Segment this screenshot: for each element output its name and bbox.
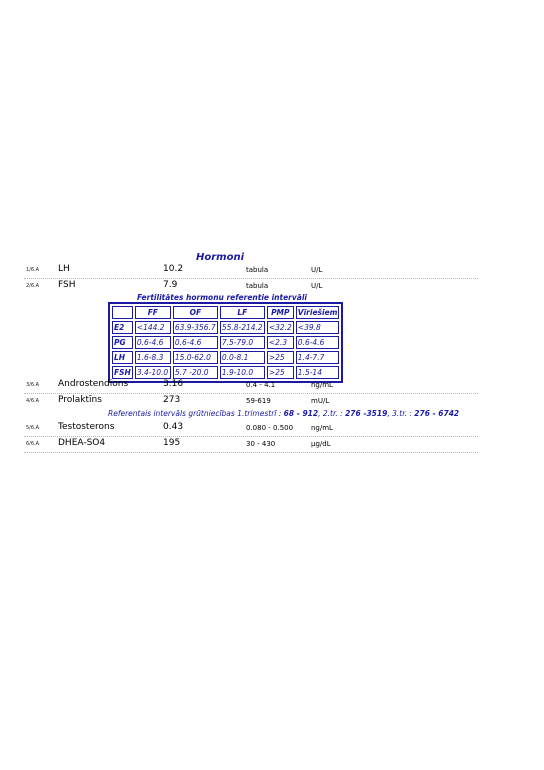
- test-unit: mU/L: [311, 397, 330, 405]
- row-header-cell: FSH: [114, 368, 131, 377]
- note-trimester-3: 276 - 6742: [414, 409, 460, 418]
- result-row-lh: [0, 263, 544, 279]
- test-name: DHEA-SO4: [58, 438, 106, 448]
- header-cell: PMP: [267, 306, 294, 319]
- row-divider: [24, 452, 478, 453]
- table-cell: 15.0-62.0: [173, 351, 218, 364]
- test-value: 7.9: [163, 280, 178, 290]
- test-value: 3.16: [163, 379, 184, 389]
- test-name: Prolaktīns: [58, 395, 102, 405]
- result-row-androstendions: [0, 378, 544, 394]
- test-name: Androstendions: [58, 379, 129, 389]
- row-header-cell: E2: [112, 321, 133, 334]
- result-row-testosterons: [0, 421, 544, 437]
- row-header-cell: LH: [112, 351, 133, 364]
- test-value: 0.43: [163, 422, 184, 432]
- header-cell: LF: [220, 306, 265, 319]
- table-cell: >25: [267, 351, 294, 364]
- test-unit: ng/mL: [311, 424, 333, 432]
- table-cell: <39.8: [296, 321, 340, 334]
- test-code: 4/6.A: [26, 398, 40, 404]
- note-sep-1: , 2.tr. :: [318, 409, 346, 418]
- test-value: 10.2: [163, 264, 184, 274]
- test-value: 273: [163, 395, 181, 405]
- table-cell: 0.6-4.6: [173, 336, 218, 349]
- table-cell: 0.6-4.6: [135, 336, 171, 349]
- table-cell: <144.2: [135, 321, 171, 334]
- test-reference: tabula: [246, 282, 269, 290]
- table-cell: 5.7 -20.0: [173, 366, 218, 379]
- test-reference: 59-619: [246, 397, 271, 405]
- test-reference: 0.080 - 0.500: [246, 424, 294, 432]
- test-name: FSH: [58, 280, 76, 290]
- header-cell: Vīriešiem: [297, 308, 338, 317]
- test-code: 1/6.A: [26, 267, 40, 273]
- header-cell: FF: [135, 306, 171, 319]
- table-row: [112, 336, 339, 349]
- table-cell: 63.9-356.7: [173, 321, 218, 334]
- table-cell: <32.2: [268, 323, 292, 332]
- test-unit: ng/mL: [311, 381, 333, 389]
- test-unit: U/L: [311, 266, 323, 274]
- prolactin-pregnancy-note: [108, 409, 459, 418]
- test-name: LH: [58, 264, 70, 274]
- test-reference: 30 - 430: [246, 440, 276, 448]
- table-cell: 1.9-10.0: [220, 366, 265, 379]
- table-cell: 0.0-8.1: [220, 351, 265, 364]
- table-cell: 1.4-7.7: [296, 351, 340, 364]
- row-header-cell: PG: [112, 336, 133, 349]
- test-code: 2/6.A: [26, 283, 40, 289]
- table-cell: <2.3: [267, 336, 294, 349]
- fertility-table-caption: Fertilitātes hormonu referentie intervāli: [137, 293, 307, 302]
- header-cell: [112, 306, 133, 319]
- table-cell: >25: [267, 366, 294, 379]
- table-row: [112, 351, 339, 364]
- fertility-reference-table: [108, 302, 343, 383]
- test-code: 5/6.A: [26, 425, 40, 431]
- result-row-prolaktins: [0, 394, 544, 410]
- note-sep-2: , 3.tr. :: [387, 409, 415, 418]
- test-reference: tabula: [246, 266, 269, 274]
- test-unit: U/L: [311, 282, 323, 290]
- test-value: 195: [163, 438, 181, 448]
- table-cell: 1.6-8.3: [135, 351, 171, 364]
- table-header-row: [112, 306, 339, 319]
- test-code: 6/6.A: [26, 441, 40, 447]
- result-row-dhea-so4: [0, 437, 544, 453]
- table-cell: 0.6-4.6: [296, 336, 340, 349]
- table-cell: 55.8-214.2: [220, 321, 265, 334]
- table-cell: 1.5-14: [296, 366, 340, 379]
- note-prefix: Referentais intervāls grūtniecības 1.trimestrī :: [108, 409, 284, 418]
- header-cell: OF: [173, 306, 218, 319]
- test-unit: µg/dL: [311, 440, 331, 448]
- test-code: 3/6.A: [26, 382, 40, 388]
- note-trimester-2: 276 -3519: [345, 409, 388, 418]
- test-name: Testosterons: [58, 422, 115, 432]
- section-title: Hormoni: [196, 252, 245, 263]
- test-reference: 0.4 - 4.1: [246, 381, 276, 389]
- note-trimester-1: 68 - 912: [283, 409, 319, 418]
- table-cell: 7.5-79.0: [220, 336, 265, 349]
- table-row: [112, 321, 339, 334]
- table-cell: 3.4-10.0: [135, 366, 171, 379]
